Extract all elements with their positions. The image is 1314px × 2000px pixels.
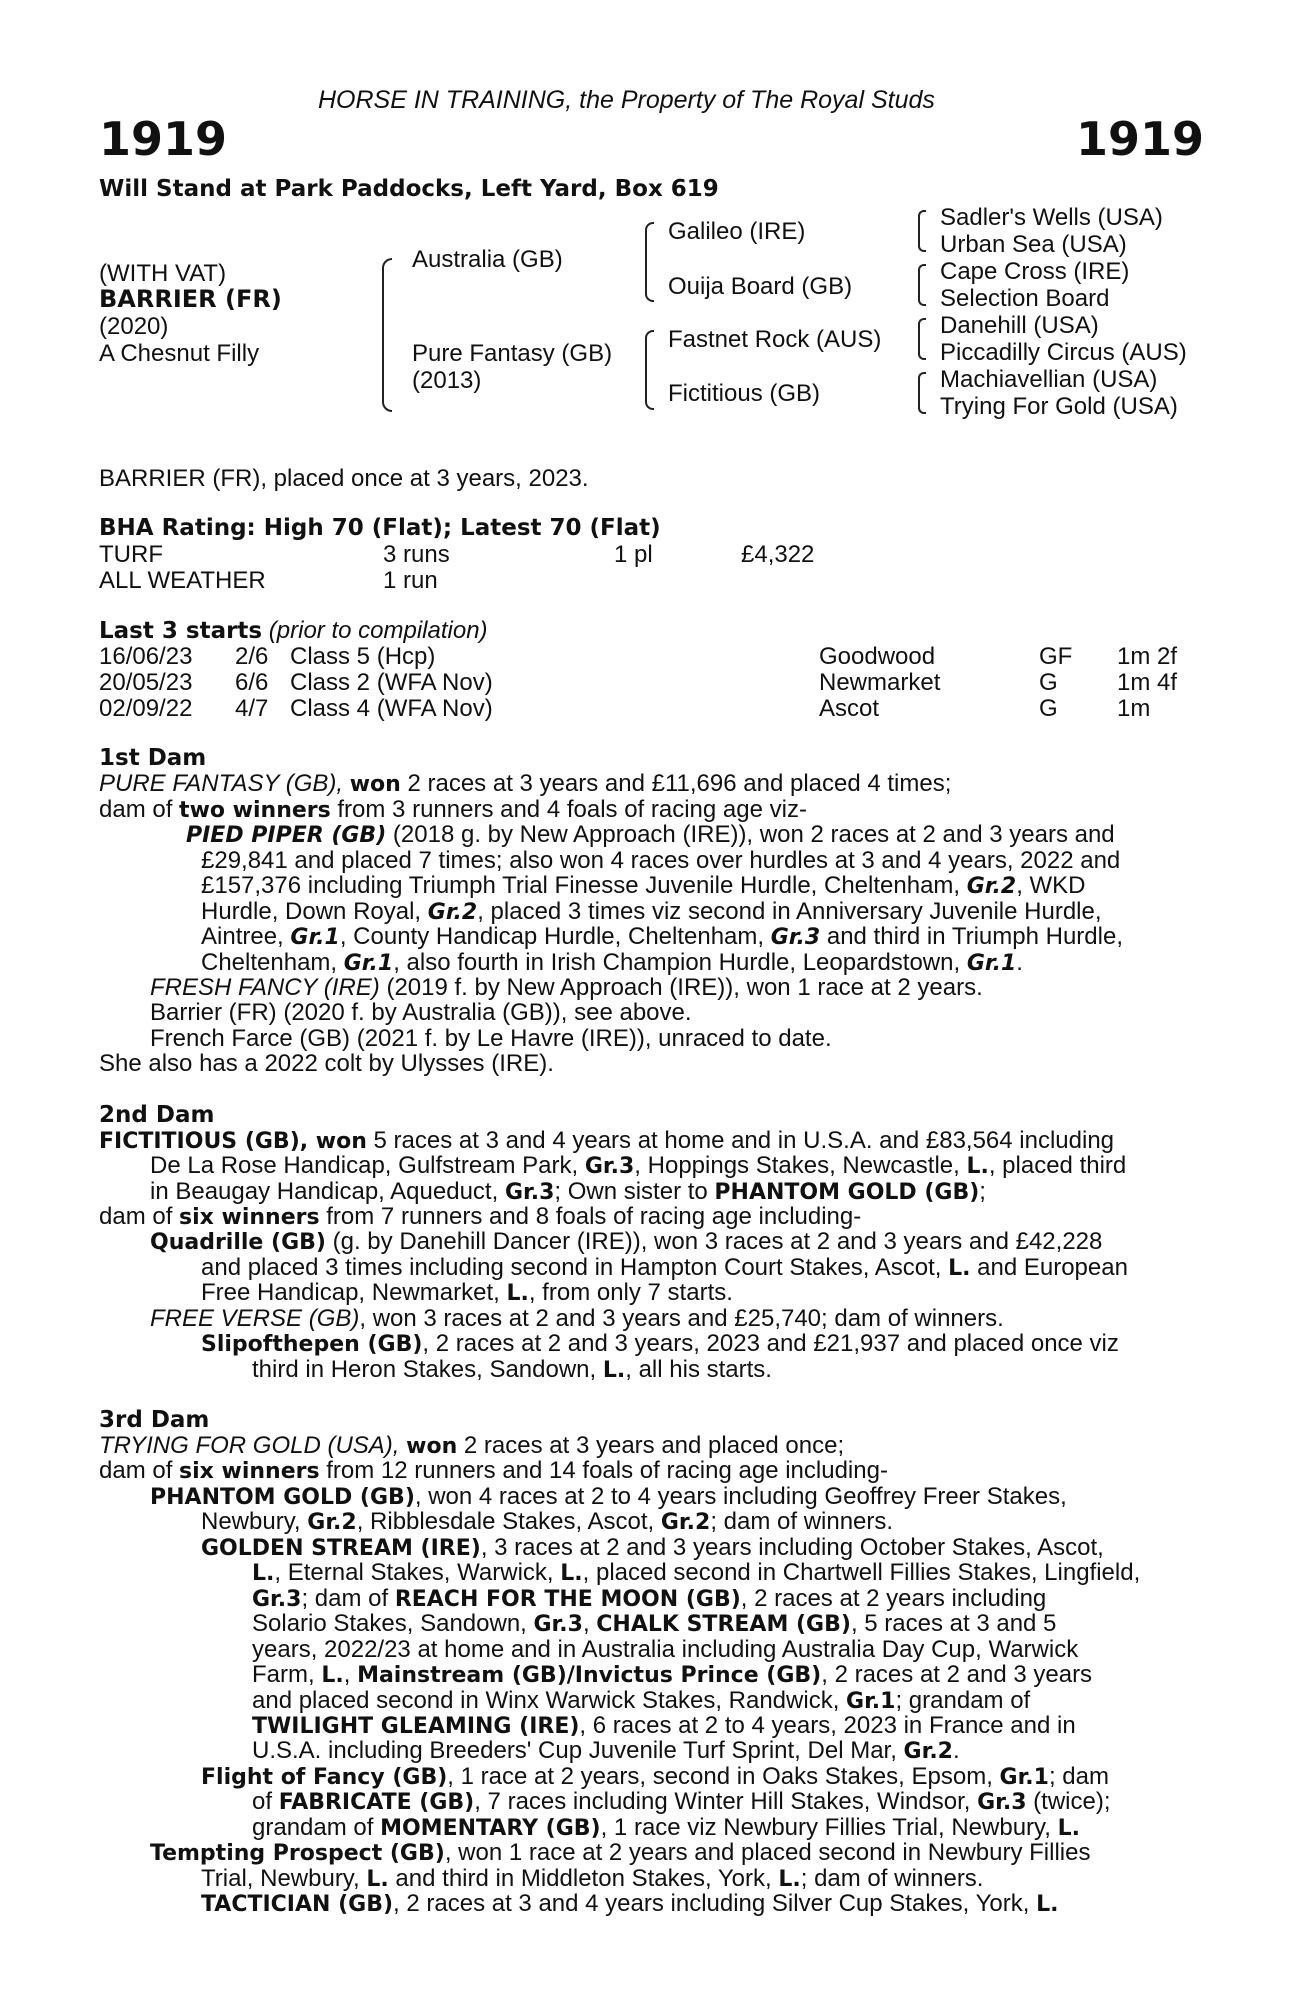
- pied-piper-line: PIED PIPER (GB) (2018 g. by New Approach (IRE)), won 2 races at 2 and 3 years and: [186, 821, 1115, 848]
- last-starts-note: (prior to compilation): [268, 617, 488, 644]
- quadrille-line: Quadrille (GB) (g. by Danehill Dancer (IRE)), won 3 races at 2 and 3 years and £42,228: [150, 1228, 1103, 1255]
- rating-aw-surface: ALL WEATHER: [99, 567, 266, 594]
- start-course: Ascot: [819, 695, 880, 722]
- pedigree-gen3-1: Sadler's Wells (USA): [940, 204, 1163, 231]
- pedigree-brace-g3-4: [918, 372, 926, 414]
- start-date: 02/09/22: [99, 695, 193, 722]
- flight-of-fancy-line: of FABRICATE (GB), 7 races including Winter Hill Stakes, Windsor, Gr.3 (twice);: [252, 1788, 1111, 1815]
- pedigree-gen3-8: Trying For Gold (USA): [940, 393, 1178, 420]
- pedigree-sire: Australia (GB): [412, 246, 563, 273]
- quadrille-line: Free Handicap, Newmarket, L., from only 7 starts.: [201, 1279, 733, 1306]
- pedigree-gen3-6: Piccadilly Circus (AUS): [940, 339, 1187, 366]
- fictitious-line: FICTITIOUS (GB), won 5 races at 3 and 4 years at home and in U.S.A. and £83,564 including: [99, 1127, 1115, 1154]
- start-date: 20/05/23: [99, 669, 193, 696]
- start-distance: 1m 2f: [1117, 643, 1178, 670]
- first-dam-produce-line: dam of two winners from 3 runners and 4 foals of racing age viz-: [99, 796, 807, 823]
- flight-of-fancy-line: Flight of Fancy (GB), 1 race at 2 years, second in Oaks Stakes, Epsom, Gr.1; dam: [201, 1763, 1109, 1790]
- start-going: GF: [1039, 643, 1073, 670]
- pedigree-gen3-4: Selection Board: [940, 285, 1110, 312]
- trying-for-gold-line: TRYING FOR GOLD (USA), won 2 races at 3 years and placed once;: [99, 1432, 845, 1459]
- slipofthepen-line: Slipofthepen (GB), 2 races at 2 and 3 years, 2023 and £21,937 and placed once viz: [201, 1330, 1119, 1357]
- barrier-line: Barrier (FR) (2020 f. by Australia (GB)), see above.: [150, 999, 692, 1026]
- french-farce-line: French Farce (GB) (2021 f. by Le Havre (IRE)), unraced to date.: [150, 1025, 832, 1052]
- pedigree-dam-dam: Fictitious (GB): [668, 380, 821, 407]
- fictitious-line: in Beaugay Handicap, Aqueduct, Gr.3; Own sister to PHANTOM GOLD (GB);: [150, 1178, 986, 1205]
- pedigree-brace-gen1: [382, 258, 392, 412]
- golden-stream-line: and placed second in Winx Warwick Stakes, Randwick, Gr.1; grandam of: [252, 1687, 1031, 1714]
- pedigree-gen3-2: Urban Sea (USA): [940, 231, 1127, 258]
- golden-stream-line: GOLDEN STREAM (IRE), 3 races at 2 and 3 years including October Stakes, Ascot,: [201, 1534, 1104, 1561]
- pied-piper-line: Cheltenham, Gr.1, also fourth in Irish Champion Hurdle, Leopardstown, Gr.1.: [201, 949, 1023, 976]
- golden-stream-line: Solario Stakes, Sandown, Gr.3, CHALK STREAM (GB), 5 races at 3 and 5: [252, 1610, 1057, 1637]
- pedigree-brace-g3-3: [918, 318, 926, 360]
- tactician-line: TACTICIAN (GB), 2 races at 3 and 4 years including Silver Cup Stakes, York, L.: [201, 1890, 1059, 1917]
- horse-description: A Chesnut Filly: [99, 340, 260, 367]
- last-starts-heading: [99, 617, 488, 645]
- horse-year: (2020): [99, 313, 169, 340]
- rating-aw-runs: 1 run: [383, 567, 438, 594]
- start-race: Class 2 (WFA Nov): [290, 669, 493, 696]
- lot-number-left: 1919: [99, 112, 228, 166]
- second-dam-heading: 2nd Dam: [99, 1102, 215, 1128]
- first-dam-heading: 1st Dam: [99, 745, 207, 771]
- pedigree-brace-g3-2: [918, 264, 926, 306]
- phantom-gold-line: Newbury, Gr.2, Ribblesdale Stakes, Ascot, Gr.2; dam of winners.: [201, 1508, 894, 1535]
- rating-turf-placed: 1 pl: [614, 541, 653, 568]
- pedigree-brace-g3-1: [918, 210, 926, 252]
- golden-stream-line: TWILIGHT GLEAMING (IRE), 6 races at 2 to 4 years, 2023 in France and in: [252, 1712, 1076, 1739]
- start-course: Newmarket: [819, 669, 941, 696]
- pedigree-sire-dam: Ouija Board (GB): [668, 273, 853, 300]
- tempting-prospect-line: Trial, Newbury, L. and third in Middleton Stakes, York, L.; dam of winners.: [201, 1865, 984, 1892]
- start-position: 4/7: [235, 695, 269, 722]
- start-date: 16/06/23: [99, 643, 193, 670]
- rating-turf-runs: 3 runs: [383, 541, 450, 568]
- golden-stream-line: L., Eternal Stakes, Warwick, L., placed second in Chartwell Fillies Stakes, Lingfield,: [252, 1559, 1141, 1586]
- third-dam-produce-line: dam of six winners from 12 runners and 14 foals of racing age including-: [99, 1457, 888, 1484]
- slipofthepen-line: third in Heron Stakes, Sandown, L., all his starts.: [252, 1356, 772, 1383]
- pedigree-gen3-3: Cape Cross (IRE): [940, 258, 1130, 285]
- start-going: G: [1039, 695, 1058, 722]
- fresh-fancy-line: FRESH FANCY (IRE) (2019 f. by New Approach (IRE)), won 1 race at 2 years.: [150, 974, 983, 1001]
- start-course: Goodwood: [819, 643, 936, 670]
- start-position: 2/6: [235, 643, 269, 670]
- pedigree-sire-sire: Galileo (IRE): [668, 218, 806, 245]
- start-race: Class 5 (Hcp): [290, 643, 436, 670]
- start-going: G: [1039, 669, 1058, 696]
- vat-note: (WITH VAT): [99, 260, 227, 287]
- start-distance: 1m: [1117, 695, 1151, 722]
- pied-piper-line: Aintree, Gr.1, County Handicap Hurdle, Cheltenham, Gr.3 and third in Triumph Hurdle,: [201, 923, 1123, 950]
- rating-title: BHA Rating: High 70 (Flat); Latest 70 (Flat): [99, 515, 661, 541]
- golden-stream-line: U.S.A. including Breeders' Cup Juvenile Turf Sprint, Del Mar, Gr.2.: [252, 1737, 960, 1764]
- start-position: 6/6: [235, 669, 269, 696]
- lot-number-right: 1919: [1075, 112, 1204, 166]
- pied-piper-line: £157,376 including Triumph Trial Finesse Juvenile Hurdle, Cheltenham, Gr.2, WKD: [201, 872, 1086, 899]
- pedigree-brace-dam: [645, 330, 654, 410]
- race-summary: BARRIER (FR), placed once at 3 years, 2023.: [99, 465, 589, 492]
- golden-stream-line: Farm, L., Mainstream (GB)/Invictus Prince (GB), 2 races at 2 and 3 years: [252, 1661, 1093, 1688]
- third-dam-heading: 3rd Dam: [99, 1407, 210, 1433]
- pedigree-dam-year: (2013): [412, 367, 482, 394]
- pied-piper-line: Hurdle, Down Royal, Gr.2, placed 3 times viz second in Anniversary Juvenile Hurdle,: [201, 898, 1102, 925]
- pied-piper-line: £29,841 and placed 7 times; also won 4 races over hurdles at 3 and 4 years, 2022 and: [201, 847, 1121, 874]
- first-dam-line: PURE FANTASY (GB), won 2 races at 3 years and £11,696 and placed 4 times;: [99, 770, 952, 797]
- pedigree-gen3-5: Danehill (USA): [940, 312, 1099, 339]
- rating-turf-earnings: £4,322: [741, 541, 815, 568]
- start-distance: 1m 4f: [1117, 669, 1178, 696]
- catalogue-title: HORSE IN TRAINING, the Property of The Royal Studs: [318, 86, 935, 114]
- stand-location: Will Stand at Park Paddocks, Left Yard, Box 619: [99, 176, 719, 202]
- flight-of-fancy-line: grandam of MOMENTARY (GB), 1 race viz Newbury Fillies Trial, Newbury, L.: [252, 1814, 1080, 1841]
- start-race: Class 4 (WFA Nov): [290, 695, 493, 722]
- pedigree-gen3-7: Machiavellian (USA): [940, 366, 1158, 393]
- quadrille-line: and placed 3 times including second in Hampton Court Stakes, Ascot, L. and European: [201, 1254, 1128, 1281]
- golden-stream-line: Gr.3; dam of REACH FOR THE MOON (GB), 2 races at 2 years including: [252, 1585, 1047, 1612]
- fictitious-line: De La Rose Handicap, Gulfstream Park, Gr.3, Hoppings Stakes, Newcastle, L., placed third: [150, 1152, 1127, 1179]
- horse-name: BARRIER (FR): [99, 285, 282, 313]
- colt-line: She also has a 2022 colt by Ulysses (IRE).: [99, 1050, 554, 1077]
- last-starts-title: Last 3 starts: [99, 618, 263, 644]
- second-dam-produce-line: dam of six winners from 7 runners and 8 foals of racing age including-: [99, 1203, 862, 1230]
- pedigree-brace-sire: [645, 222, 654, 302]
- free-verse-line: FREE VERSE (GB), won 3 races at 2 and 3 years and £25,740; dam of winners.: [150, 1305, 1004, 1332]
- pedigree-dam: Pure Fantasy (GB): [412, 340, 613, 367]
- rating-turf-surface: TURF: [99, 541, 163, 568]
- golden-stream-line: years, 2022/23 at home and in Australia including Australia Day Cup, Warwick: [252, 1636, 1079, 1663]
- tempting-prospect-line: Tempting Prospect (GB), won 1 race at 2 years and placed second in Newbury Fillies: [150, 1839, 1091, 1866]
- phantom-gold-line: PHANTOM GOLD (GB), won 4 races at 2 to 4 years including Geoffrey Freer Stakes,: [150, 1483, 1067, 1510]
- pedigree-dam-sire: Fastnet Rock (AUS): [668, 326, 882, 353]
